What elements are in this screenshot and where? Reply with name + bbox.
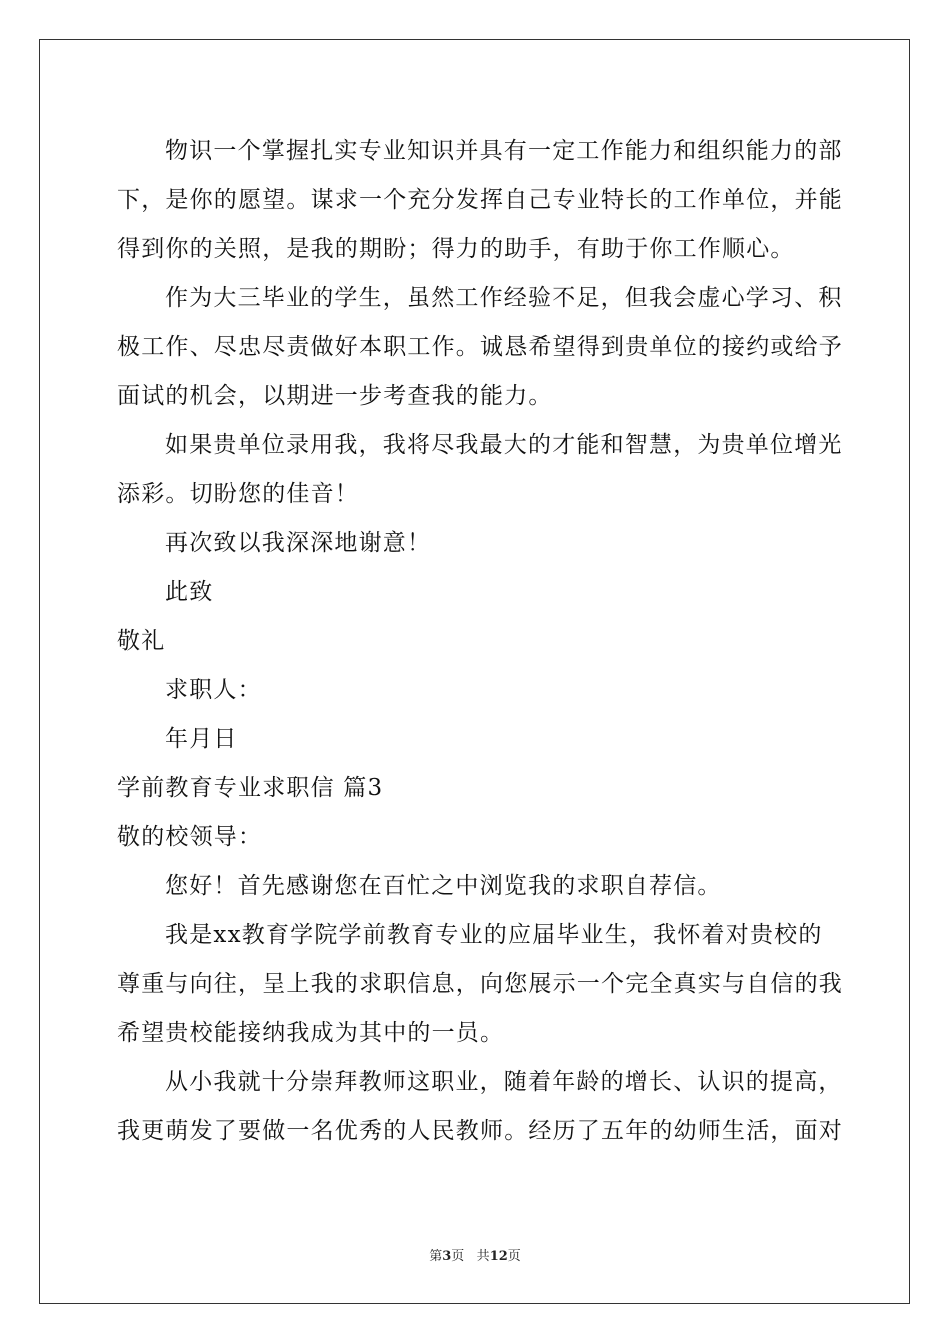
paragraph-line: 添彩。切盼您的佳音！ [117,481,359,507]
total-suffix: 页 [507,1249,521,1264]
document-body [117,127,843,1156]
paragraph-line: 我是xx教育学院学前教育专业的应届毕业生，我怀着对贵校的 [165,922,823,948]
paragraph-line: 尊重与向往，呈上我的求职信息，向您展示一个完全真实与自信的我 [117,971,843,997]
section-title: 学前教育专业求职信 篇3 [117,775,384,801]
paragraph-line: 面试的机会，以期进一步考查我的能力。 [117,383,553,409]
paragraph-line: 再次致以我深深地谢意！ [165,530,432,556]
paragraph-line: 作为大三毕业的学生，虽然工作经验不足，但我会虚心学习、积 [165,285,843,311]
current-page-number: 3 [442,1249,452,1264]
paragraph-line: 物识一个掌握扎实专业知识并具有一定工作能力和组织能力的部 [165,138,843,164]
date-line: 年月日 [165,726,238,752]
paragraph-line: 从小我就十分崇拜教师这职业，随着年龄的增长、认识的提高， [165,1069,843,1095]
paragraph-line: 希望贵校能接纳我成为其中的一员。 [117,1020,505,1046]
paragraph-line: 如果贵单位录用我，我将尽我最大的才能和智慧，为贵单位增光 [165,432,843,458]
page-prefix: 第 [429,1249,443,1264]
paragraph-line: 您好！首先感谢您在百忙之中浏览我的求职自荐信。 [165,873,722,899]
page-footer [0,1247,950,1267]
page-suffix: 页 [451,1249,465,1264]
greeting-line: 敬的校领导： [117,824,263,850]
paragraph-line: 我更萌发了要做一名优秀的人民教师。经历了五年的幼师生活，面对 [117,1118,843,1144]
paragraph-line: 得到你的关照，是我的期盼；得力的助手，有助于你工作顺心。 [117,236,795,262]
paragraph-line: 极工作、尽忠尽责做好本职工作。诚恳希望得到贵单位的接约或给予 [117,334,843,360]
total-page-count: 12 [489,1249,508,1264]
applicant-line: 求职人： [165,677,262,703]
closing-line: 此致 [165,579,214,605]
salutation-line: 敬礼 [117,628,166,654]
total-prefix: 共 [476,1249,490,1264]
paragraph-line: 下，是你的愿望。谋求一个充分发挥自己专业特长的工作单位，并能 [117,187,843,213]
